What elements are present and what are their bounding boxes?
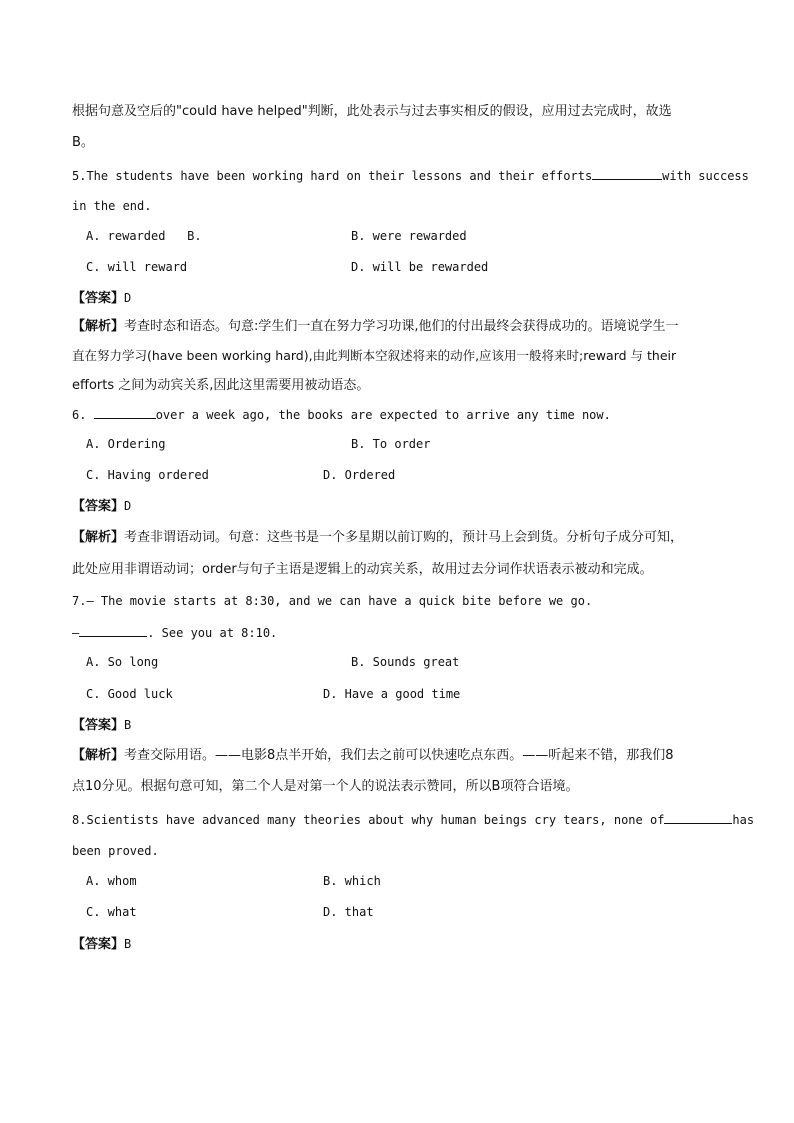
- q8-stem-text-b: has: [732, 813, 755, 827]
- q6-analysis-text-1: 考查非谓语动词。句意：这些书是一个多星期以前订购的，预计马上会到货。分析句子成分可知，: [124, 530, 684, 545]
- q7-answer: [72, 717, 131, 734]
- q5-option-d: D. will be rewarded: [351, 260, 489, 274]
- q7-option-a: A. So long: [86, 655, 159, 669]
- q5-answer-tag: 【答案】: [72, 291, 125, 306]
- q8-stem-text-a: 8.Scientists have advanced many theories about why human beings cry tears, none of: [72, 813, 665, 827]
- q8-stem-line-2: been proved.: [72, 844, 159, 858]
- q7-dash: —: [72, 626, 80, 640]
- q6-answer-tag: 【答案】: [72, 499, 125, 514]
- q8-option-d: D. that: [323, 905, 374, 919]
- q7-stem-line-1: 7.— The movie starts at 8:30, and we can have a quick bite before we go.: [72, 594, 593, 608]
- q5-answer-value: D: [124, 291, 132, 305]
- q6-option-b: B. To order: [351, 437, 431, 451]
- q7-option-d: D. Have a good time: [323, 687, 461, 701]
- q7-stem-line-2: [72, 624, 277, 641]
- q8-option-a: A. whom: [86, 874, 137, 888]
- q8-option-c: C. what: [86, 905, 137, 919]
- q6-analysis-line-2: 此处应用非谓语动词；order与句子主语是逻辑上的动宾关系，故用过去分词作状语表示被动和完成。: [72, 562, 653, 577]
- q7-analysis-text-1: 考查交际用语。——电影8点半开始，我们去之前可以快速吃点东西。——听起来不错，那我们8: [124, 748, 674, 763]
- q6-answer: [72, 498, 131, 515]
- q5-analysis-line-2: 直在努力学习(have been working hard),由此判断本空叙述将来的动作,应该用一般将来时;reward 与 their: [72, 348, 677, 363]
- q5-answer: [72, 290, 131, 307]
- q5-option-c: C. will reward: [86, 260, 188, 274]
- q5-analysis-tag: 【解析】: [72, 319, 125, 334]
- q5-stem-line-1: [72, 167, 749, 184]
- q5-stem-text-b: with success: [662, 169, 749, 183]
- q7-analysis-tag: 【解析】: [72, 748, 125, 763]
- q8-answer: [72, 936, 131, 953]
- q5-option-a: A. rewarded B.: [86, 229, 202, 243]
- q6-analysis-tag: 【解析】: [72, 530, 125, 545]
- q5-blank: [592, 167, 662, 180]
- q8-answer-value: B: [124, 937, 132, 951]
- q6-stem-text: over a week ago, the books are expected to arrive any time now.: [155, 408, 611, 422]
- q7-stem-text-b: . See you at 8:10.: [147, 626, 278, 640]
- q6-option-a: A. Ordering: [86, 437, 166, 451]
- q5-option-b: B. were rewarded: [351, 229, 467, 243]
- q8-option-b: B. which: [323, 874, 381, 888]
- q7-option-c: C. Good luck: [86, 687, 173, 701]
- q5-analysis-text-1: 考查时态和语态。句意:学生们一直在努力学习功课,他们的付出最终会获得成功的。语境说学生一: [124, 319, 679, 334]
- q8-answer-tag: 【答案】: [72, 937, 125, 952]
- q6-answer-value: D: [124, 499, 132, 513]
- q6-number: 6.: [72, 408, 87, 422]
- q6-option-d: D. Ordered: [323, 468, 396, 482]
- q5-analysis-line-1: [72, 319, 679, 335]
- q7-answer-value: B: [124, 718, 132, 732]
- q6-blank: [94, 406, 156, 419]
- q6-analysis-line-1: [72, 530, 683, 546]
- q7-option-b: B. Sounds great: [351, 655, 460, 669]
- q7-analysis-line-1: [72, 748, 674, 764]
- q5-stem-text-a: 5.The students have been working hard on their lessons and their efforts: [72, 169, 593, 183]
- q4-analysis-line-1: 根据句意及空后的"could have helped"判断，此处表示与过去事实相反的假设，应用过去完成时，故选: [72, 104, 672, 119]
- q8-blank: [664, 811, 732, 824]
- q5-analysis-line-3: efforts 之间为动宾关系,因此这里需要用被动语态。: [72, 378, 370, 393]
- q6-option-c: C. Having ordered: [86, 468, 209, 482]
- q4-analysis-line-2: B。: [72, 135, 94, 150]
- q8-stem-line-1: [72, 811, 754, 828]
- q7-analysis-line-2: 点10分见。根据句意可知，第二个人是对第一个人的说法表示赞同，所以B项符合语境。: [72, 779, 579, 794]
- q5-stem-line-2: in the end.: [72, 199, 152, 213]
- q7-answer-tag: 【答案】: [72, 718, 125, 733]
- q7-blank: [79, 624, 147, 637]
- q6-stem: [72, 406, 611, 423]
